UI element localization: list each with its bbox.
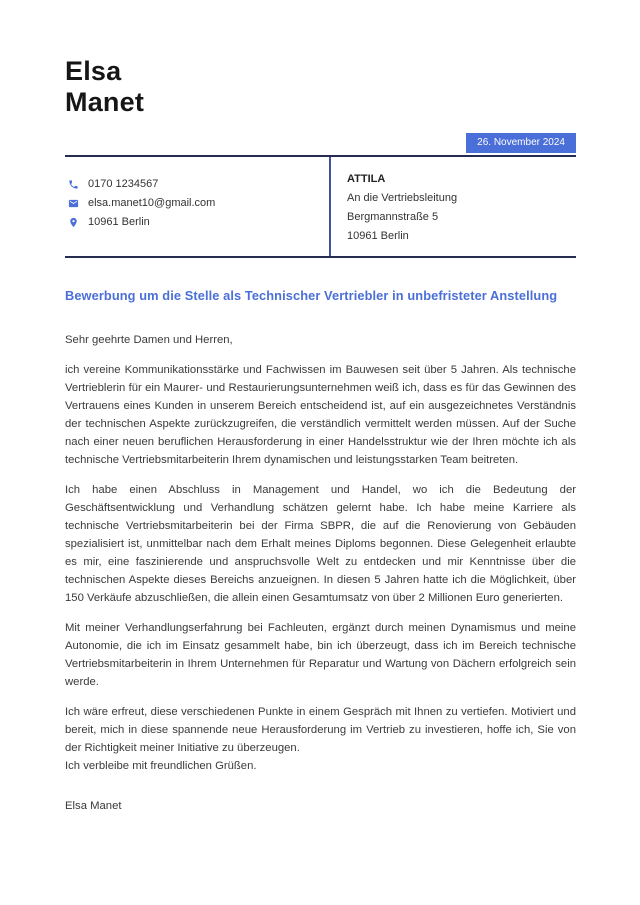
letter-subject: Bewerbung um die Stelle als Technischer Vertriebler in unbefristeter Anstellung <box>65 288 558 303</box>
letter-paragraph-4 <box>65 703 576 775</box>
contact-location-value: 10961 Berlin <box>88 216 150 228</box>
phone-icon <box>68 179 79 190</box>
contact-location-row <box>68 216 329 228</box>
contact-email-row <box>68 197 329 209</box>
date-badge: 26. November 2024 <box>466 133 576 153</box>
recipient-line: 10961 Berlin <box>347 230 409 242</box>
closing-paragraph: Ich wäre erfreut, diese verschiedenen Punkte in einem Gespräch mit Ihnen zu vertiefen. Motiviert und bereit, mich in diese spannende neue Herausforderung im Vertrieb zu investieren, hoffe ich, Sie von der Richtigkeit meiner Initiative zu überzeugen. <box>65 706 576 754</box>
closing-line: Ich verbleibe mit freundlichen Grüßen. <box>65 760 257 772</box>
letter-paragraph-3: Mit meiner Verhandlungserfahrung bei Fachleuten, ergänzt durch meinen Dynamismus und meine Autonomie, die ich im Einsatz gesammelt habe, bin ich überzeugt, dass ich im Bereich technische Vertriebsmitarbeiterin in Ihrem Unternehmen für Reparatur und Wartung von Dächern erfolgreich sein werde. <box>65 622 576 688</box>
letter-paragraph-1: ich vereine Kommunikationsstärke und Fachwissen im Bauwesen seit über 5 Jahren. Als technische Vertrieblerin für ein Maurer- und Restaurierungsunternehmen weiß ich, dass es für das Gewinnen des Vertrauens eines Kunden in unserem Bereich entscheidend ist, auf ein ausgezeichnetes Verständnis der technischen Aspekte zurückzugreifen, die verständlich vermittelt werden müssen. Auf der Suche nach einer neuen beruflichen Herausforderung in einer Handelsstruktur wie der Ihren möchte ich als technische Vertriebsmitarbeiterin Ihrem dynamischen und leistungsstarken Team beitreten. <box>65 364 576 466</box>
contact-email-value: elsa.manet10@gmail.com <box>88 197 216 209</box>
location-pin-icon <box>68 217 79 228</box>
recipient-company: ATTILA <box>347 173 386 185</box>
signature: Elsa Manet <box>65 800 122 812</box>
recipient-block <box>331 169 457 246</box>
date-row <box>65 133 576 153</box>
contact-phone-value: 0170 1234567 <box>88 178 159 190</box>
envelope-icon <box>68 198 79 209</box>
letter-paragraph-2: Ich habe einen Abschluss in Management und Handel, wo ich die Bedeutung der Geschäftsentwicklung und Verhandlung schätzen gelernt habe. Ich habe meine Karriere als technische Vertriebsmitarbeiterin bei der Firma SBPR, die auf die Renovierung von Gebäuden spezialisiert ist, unmittelbar nach dem Erhalt meines Diploms begonnen. Diese Gelegenheit erlaubte es mir, eine faszinierende und anspruchsvolle Welt zu entdecken und mir Kenntnisse über die technischen Aspekte dieses Bereichs anzueignen. In diesen 5 Jahren hatte ich die Möglichkeit, über 150 Verkäufe abzuschließen, die allein einen Gesamtumsatz von über 2 Millionen Euro generierten. <box>65 484 576 604</box>
contact-info-block <box>65 169 329 246</box>
sender-last-name: Manet <box>65 87 145 117</box>
letter-salutation: Sehr geehrte Damen und Herren, <box>65 334 233 346</box>
sender-name <box>65 56 576 118</box>
contact-recipient-section <box>65 155 576 258</box>
recipient-line: An die Vertriebsleitung <box>347 192 458 204</box>
contact-phone-row <box>68 178 329 190</box>
recipient-line: Bergmannstraße 5 <box>347 211 439 223</box>
sender-first-name: Elsa <box>65 56 122 86</box>
